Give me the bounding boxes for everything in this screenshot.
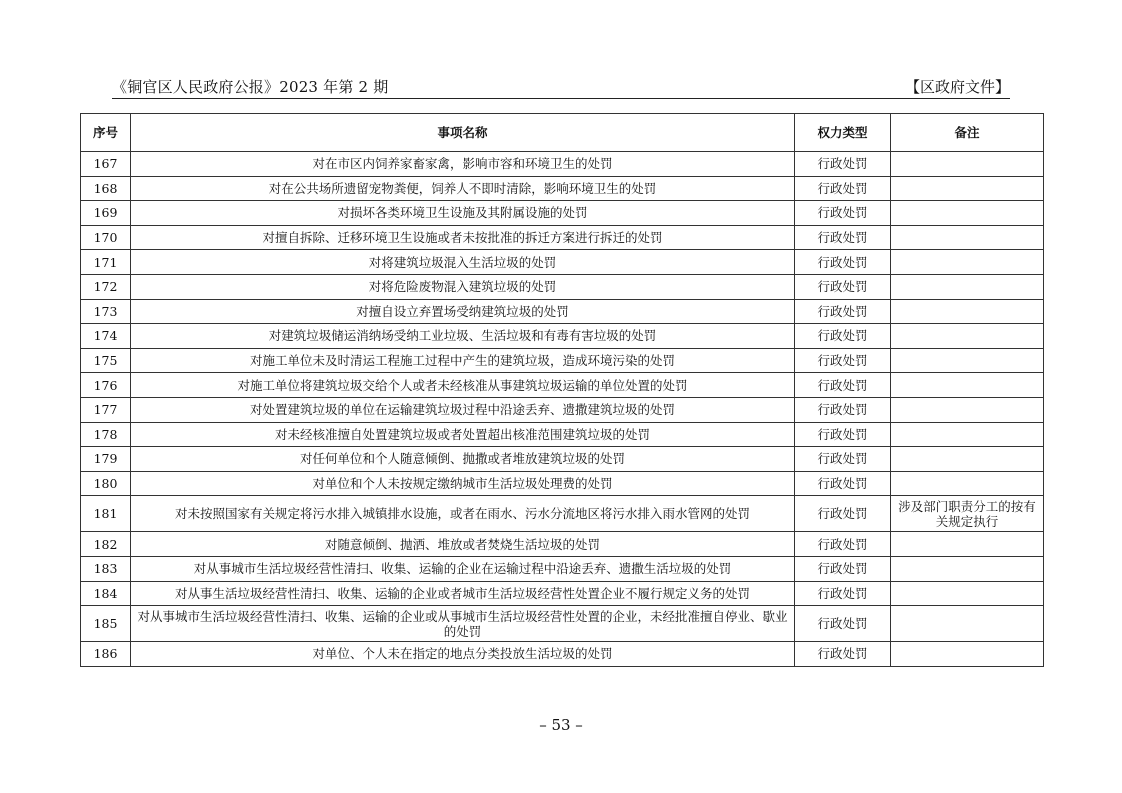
cell-name: 对从事城市生活垃圾经营性清扫、收集、运输的企业在运输过程中沿途丢弃、遗撒生活垃圾的处罚 [131, 556, 795, 581]
cell-type: 行政处罚 [795, 397, 891, 422]
cell-type: 行政处罚 [795, 471, 891, 496]
cell-no: 179 [81, 447, 131, 472]
cell-no: 186 [81, 642, 131, 667]
cell-name: 对擅自设立弃置场受纳建筑垃圾的处罚 [131, 299, 795, 324]
table-row [81, 250, 1044, 275]
cell-note: 涉及部门职责分工的按有关规定执行 [891, 496, 1044, 532]
table-body [81, 152, 1044, 667]
cell-type: 行政处罚 [795, 642, 891, 667]
cell-name: 对任何单位和个人随意倾倒、抛撒或者堆放建筑垃圾的处罚 [131, 447, 795, 472]
cell-name: 对从事城市生活垃圾经营性清扫、收集、运输的企业或从事城市生活垃圾经营性处置的企业，未经批准擅自停业、歇业的处罚 [131, 606, 795, 642]
cell-note [891, 373, 1044, 398]
cell-note [891, 556, 1044, 581]
cell-no: 180 [81, 471, 131, 496]
cell-type: 行政处罚 [795, 348, 891, 373]
cell-note [891, 176, 1044, 201]
cell-no: 168 [81, 176, 131, 201]
cell-note [891, 299, 1044, 324]
table-row [81, 176, 1044, 201]
column-header-type: 权力类型 [795, 114, 891, 152]
cell-type: 行政处罚 [795, 606, 891, 642]
cell-note [891, 642, 1044, 667]
table-row [81, 225, 1044, 250]
column-header-note: 备注 [891, 114, 1044, 152]
cell-type: 行政处罚 [795, 556, 891, 581]
cell-name: 对擅自拆除、迁移环境卫生设施或者未按批准的拆迁方案进行拆迁的处罚 [131, 225, 795, 250]
cell-type: 行政处罚 [795, 581, 891, 606]
table-row [81, 606, 1044, 642]
cell-note [891, 532, 1044, 557]
cell-type: 行政处罚 [795, 152, 891, 177]
column-header-name: 事项名称 [131, 114, 795, 152]
cell-no: 175 [81, 348, 131, 373]
cell-type: 行政处罚 [795, 373, 891, 398]
cell-type: 行政处罚 [795, 176, 891, 201]
table-header-row [81, 114, 1044, 152]
cell-name: 对在市区内饲养家畜家禽，影响市容和环境卫生的处罚 [131, 152, 795, 177]
cell-no: 169 [81, 201, 131, 226]
page-number: – 53 – [539, 716, 583, 734]
cell-no: 177 [81, 397, 131, 422]
table-row [81, 581, 1044, 606]
table-row [81, 397, 1044, 422]
cell-name: 对单位和个人未按规定缴纳城市生活垃圾处理费的处罚 [131, 471, 795, 496]
cell-name: 对损坏各类环境卫生设施及其附属设施的处罚 [131, 201, 795, 226]
cell-note [891, 471, 1044, 496]
cell-name: 对施工单位将建筑垃圾交给个人或者未经核准从事建筑垃圾运输的单位处置的处罚 [131, 373, 795, 398]
table-row [81, 556, 1044, 581]
page-header [112, 74, 1010, 99]
cell-no: 172 [81, 274, 131, 299]
cell-name: 对将建筑垃圾混入生活垃圾的处罚 [131, 250, 795, 275]
cell-note [891, 324, 1044, 349]
cell-type: 行政处罚 [795, 274, 891, 299]
cell-no: 185 [81, 606, 131, 642]
table-row [81, 373, 1044, 398]
cell-type: 行政处罚 [795, 324, 891, 349]
table-row [81, 496, 1044, 532]
cell-note [891, 250, 1044, 275]
cell-name: 对将危险废物混入建筑垃圾的处罚 [131, 274, 795, 299]
cell-type: 行政处罚 [795, 225, 891, 250]
cell-type: 行政处罚 [795, 532, 891, 557]
cell-name: 对处置建筑垃圾的单位在运输建筑垃圾过程中沿途丢弃、遗撒建筑垃圾的处罚 [131, 397, 795, 422]
cell-type: 行政处罚 [795, 299, 891, 324]
column-header-no: 序号 [81, 114, 131, 152]
cell-name: 对单位、个人未在指定的地点分类投放生活垃圾的处罚 [131, 642, 795, 667]
cell-name: 对未按照国家有关规定将污水排入城镇排水设施，或者在雨水、污水分流地区将污水排入雨水管网的处罚 [131, 496, 795, 532]
cell-name: 对在公共场所遗留宠物粪便，饲养人不即时清除，影响环境卫生的处罚 [131, 176, 795, 201]
cell-type: 行政处罚 [795, 447, 891, 472]
table-row [81, 152, 1044, 177]
cell-type: 行政处罚 [795, 422, 891, 447]
cell-type: 行政处罚 [795, 201, 891, 226]
cell-name: 对未经核准擅自处置建筑垃圾或者处置超出核准范围建筑垃圾的处罚 [131, 422, 795, 447]
table-row [81, 201, 1044, 226]
gazette-title: 《铜官区人民政府公报》2023 年第 2 期 [112, 78, 389, 96]
table-row [81, 422, 1044, 447]
cell-no: 184 [81, 581, 131, 606]
cell-note [891, 422, 1044, 447]
table-row [81, 532, 1044, 557]
cell-note [891, 397, 1044, 422]
cell-no: 173 [81, 299, 131, 324]
table-row [81, 299, 1044, 324]
table-row [81, 447, 1044, 472]
cell-no: 170 [81, 225, 131, 250]
cell-name: 对建筑垃圾储运消纳场受纳工业垃圾、生活垃圾和有毒有害垃圾的处罚 [131, 324, 795, 349]
cell-note [891, 447, 1044, 472]
cell-no: 167 [81, 152, 131, 177]
section-label: 【区政府文件】 [904, 78, 1010, 96]
cell-type: 行政处罚 [795, 250, 891, 275]
table-row [81, 324, 1044, 349]
cell-name: 对施工单位未及时清运工程施工过程中产生的建筑垃圾，造成环境污染的处罚 [131, 348, 795, 373]
cell-type: 行政处罚 [795, 496, 891, 532]
cell-no: 181 [81, 496, 131, 532]
cell-note [891, 606, 1044, 642]
table-row [81, 642, 1044, 667]
cell-no: 174 [81, 324, 131, 349]
cell-note [891, 201, 1044, 226]
power-list-table [80, 113, 1044, 667]
cell-name: 对从事生活垃圾经营性清扫、收集、运输的企业或者城市生活垃圾经营性处置企业不履行规定义务的处罚 [131, 581, 795, 606]
cell-no: 176 [81, 373, 131, 398]
cell-note [891, 348, 1044, 373]
cell-no: 171 [81, 250, 131, 275]
table-row [81, 348, 1044, 373]
cell-note [891, 225, 1044, 250]
cell-no: 183 [81, 556, 131, 581]
cell-note [891, 152, 1044, 177]
table-row [81, 471, 1044, 496]
table-row [81, 274, 1044, 299]
cell-note [891, 274, 1044, 299]
cell-note [891, 581, 1044, 606]
cell-name: 对随意倾倒、抛洒、堆放或者焚烧生活垃圾的处罚 [131, 532, 795, 557]
cell-no: 178 [81, 422, 131, 447]
cell-no: 182 [81, 532, 131, 557]
